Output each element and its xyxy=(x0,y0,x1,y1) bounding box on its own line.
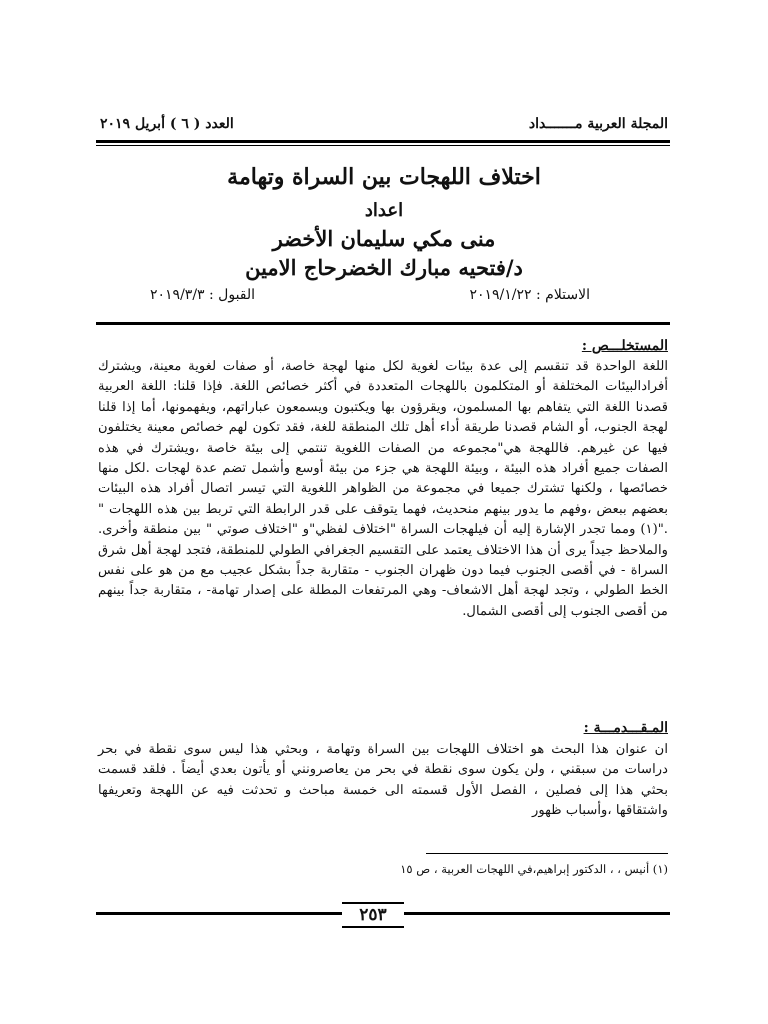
issue-info: العدد ( ٦ ) أبريل ٢٠١٩ xyxy=(100,116,234,132)
header-rule-thin xyxy=(96,145,670,146)
journal-name: المجلة العربية مـــــــداد xyxy=(528,116,668,132)
introduction-heading: المـقـــدمـــة : xyxy=(583,720,668,736)
footnote: (١) أنيس ، ، الدكتور إبراهيم،في اللهجات العربية ، ص ١٥ xyxy=(400,862,668,876)
author-2: د/فتحيه مبارك الخضرحاج الامين xyxy=(245,255,523,280)
introduction-text: ان عنوان هذا البحث هو اختلاف اللهجات بين السراة وتهامة ، وبحثي هذا ليس سوى نقطة في بحر دراسات من سبقني ، ولن يكون سوى نقطة في بحر من يعاصرونني أو يأتون بعدي أيضاً . فلقد قسمت بحثي هذا إلى فصلين ، الفصل الأول قسمته الى خمسة مباحث و تحدثت فيه عن اللهجة وتعريفها واشتقاقها ،وأسباب ظهور xyxy=(98,742,668,819)
paper-title: اختلاف اللهجات بين السراة وتهامة xyxy=(227,164,541,190)
prepared-by-label: اعداد xyxy=(364,200,404,221)
author-1: منى مكي سليمان الأخضر xyxy=(272,226,496,251)
section-rule xyxy=(96,322,670,325)
header-rule xyxy=(96,140,670,143)
accepted-date: القبول : ٢٠١٩/٣/٣ xyxy=(150,287,256,303)
abstract-text: اللغة الواحدة قد تنقسم إلى عدة بيئات لغوية لكل منها لهجة خاصة، أو صفات لغوية معينة، ويشترك أفرادالبيئات المختلفة أو المتكلمون باللهجات المتعددة في أكثر خصائص اللغة. فإذا قلنا: اللغة العربية قصدنا اللغة التي يتفاهم بها المسلمون، ويقرؤون بها ويكتبون ويسمعون عباراتهم، ويفهمونها، أما إذا قلنا لهجة الجنوب، أو الشام قصدنا طريقة أداء أهل تلك المنطقة للغة، فقد تكون لهم خصائص معينة يختلفون فيها عن غيرهم. فاللهجة هي"مجموعه من الصفات اللغوية تنتمي إلى بيئة خاصة ،ويشترك في هذه الصفات جميع أفراد هذه البيئة ، وبيئة اللهجة هي جزء من بيئة أوسع وأشمل تضم عدة لهجات .لكل منها خصائصها ، ولكنها تشترك جميعا في مجموعة من الظواهر اللغوية التي تيسر اتصال أفراد هذه البيئات بعضهم ببعض ،وفهم ما يدور بينهم منحديث، فهما يتوقف على قدر الرابطة التي تربط بين هذه اللهجات " ."(١) ومما تجدر الإشارة إليه أن فيلهجات السراة "اختلاف لفظي"و "اختلاف صوتي " بين منطقة وأخرى. والملاحظ جيداً يرى أن هذا الاختلاف يعتمد على التقسيم الجغرافي الطولي للمنطقة، فتجد لهجة أهل شرق السراة - في أقصى الجنوب فيما دون ظهران الجنوب - متقاربة جداً بشكل عجيب مع من هو على نفس الخط الطولي ، وتجد لهجة أهل الاشعاف- وهي المرتفعات المطلة على إصدار تهامة- ، متقاربة جداً بينهم من أقصى الجنوب إلى أقصى الشمال. xyxy=(98,359,668,619)
footnote-rule xyxy=(426,853,668,854)
submission-dates xyxy=(150,287,590,307)
abstract-heading: المستخلـــص : xyxy=(581,338,668,354)
page-number: ٢٥٣ xyxy=(342,902,404,928)
received-date: الاستلام : ٢٠١٩/١/٢٢ xyxy=(469,287,590,303)
running-header xyxy=(100,113,668,135)
